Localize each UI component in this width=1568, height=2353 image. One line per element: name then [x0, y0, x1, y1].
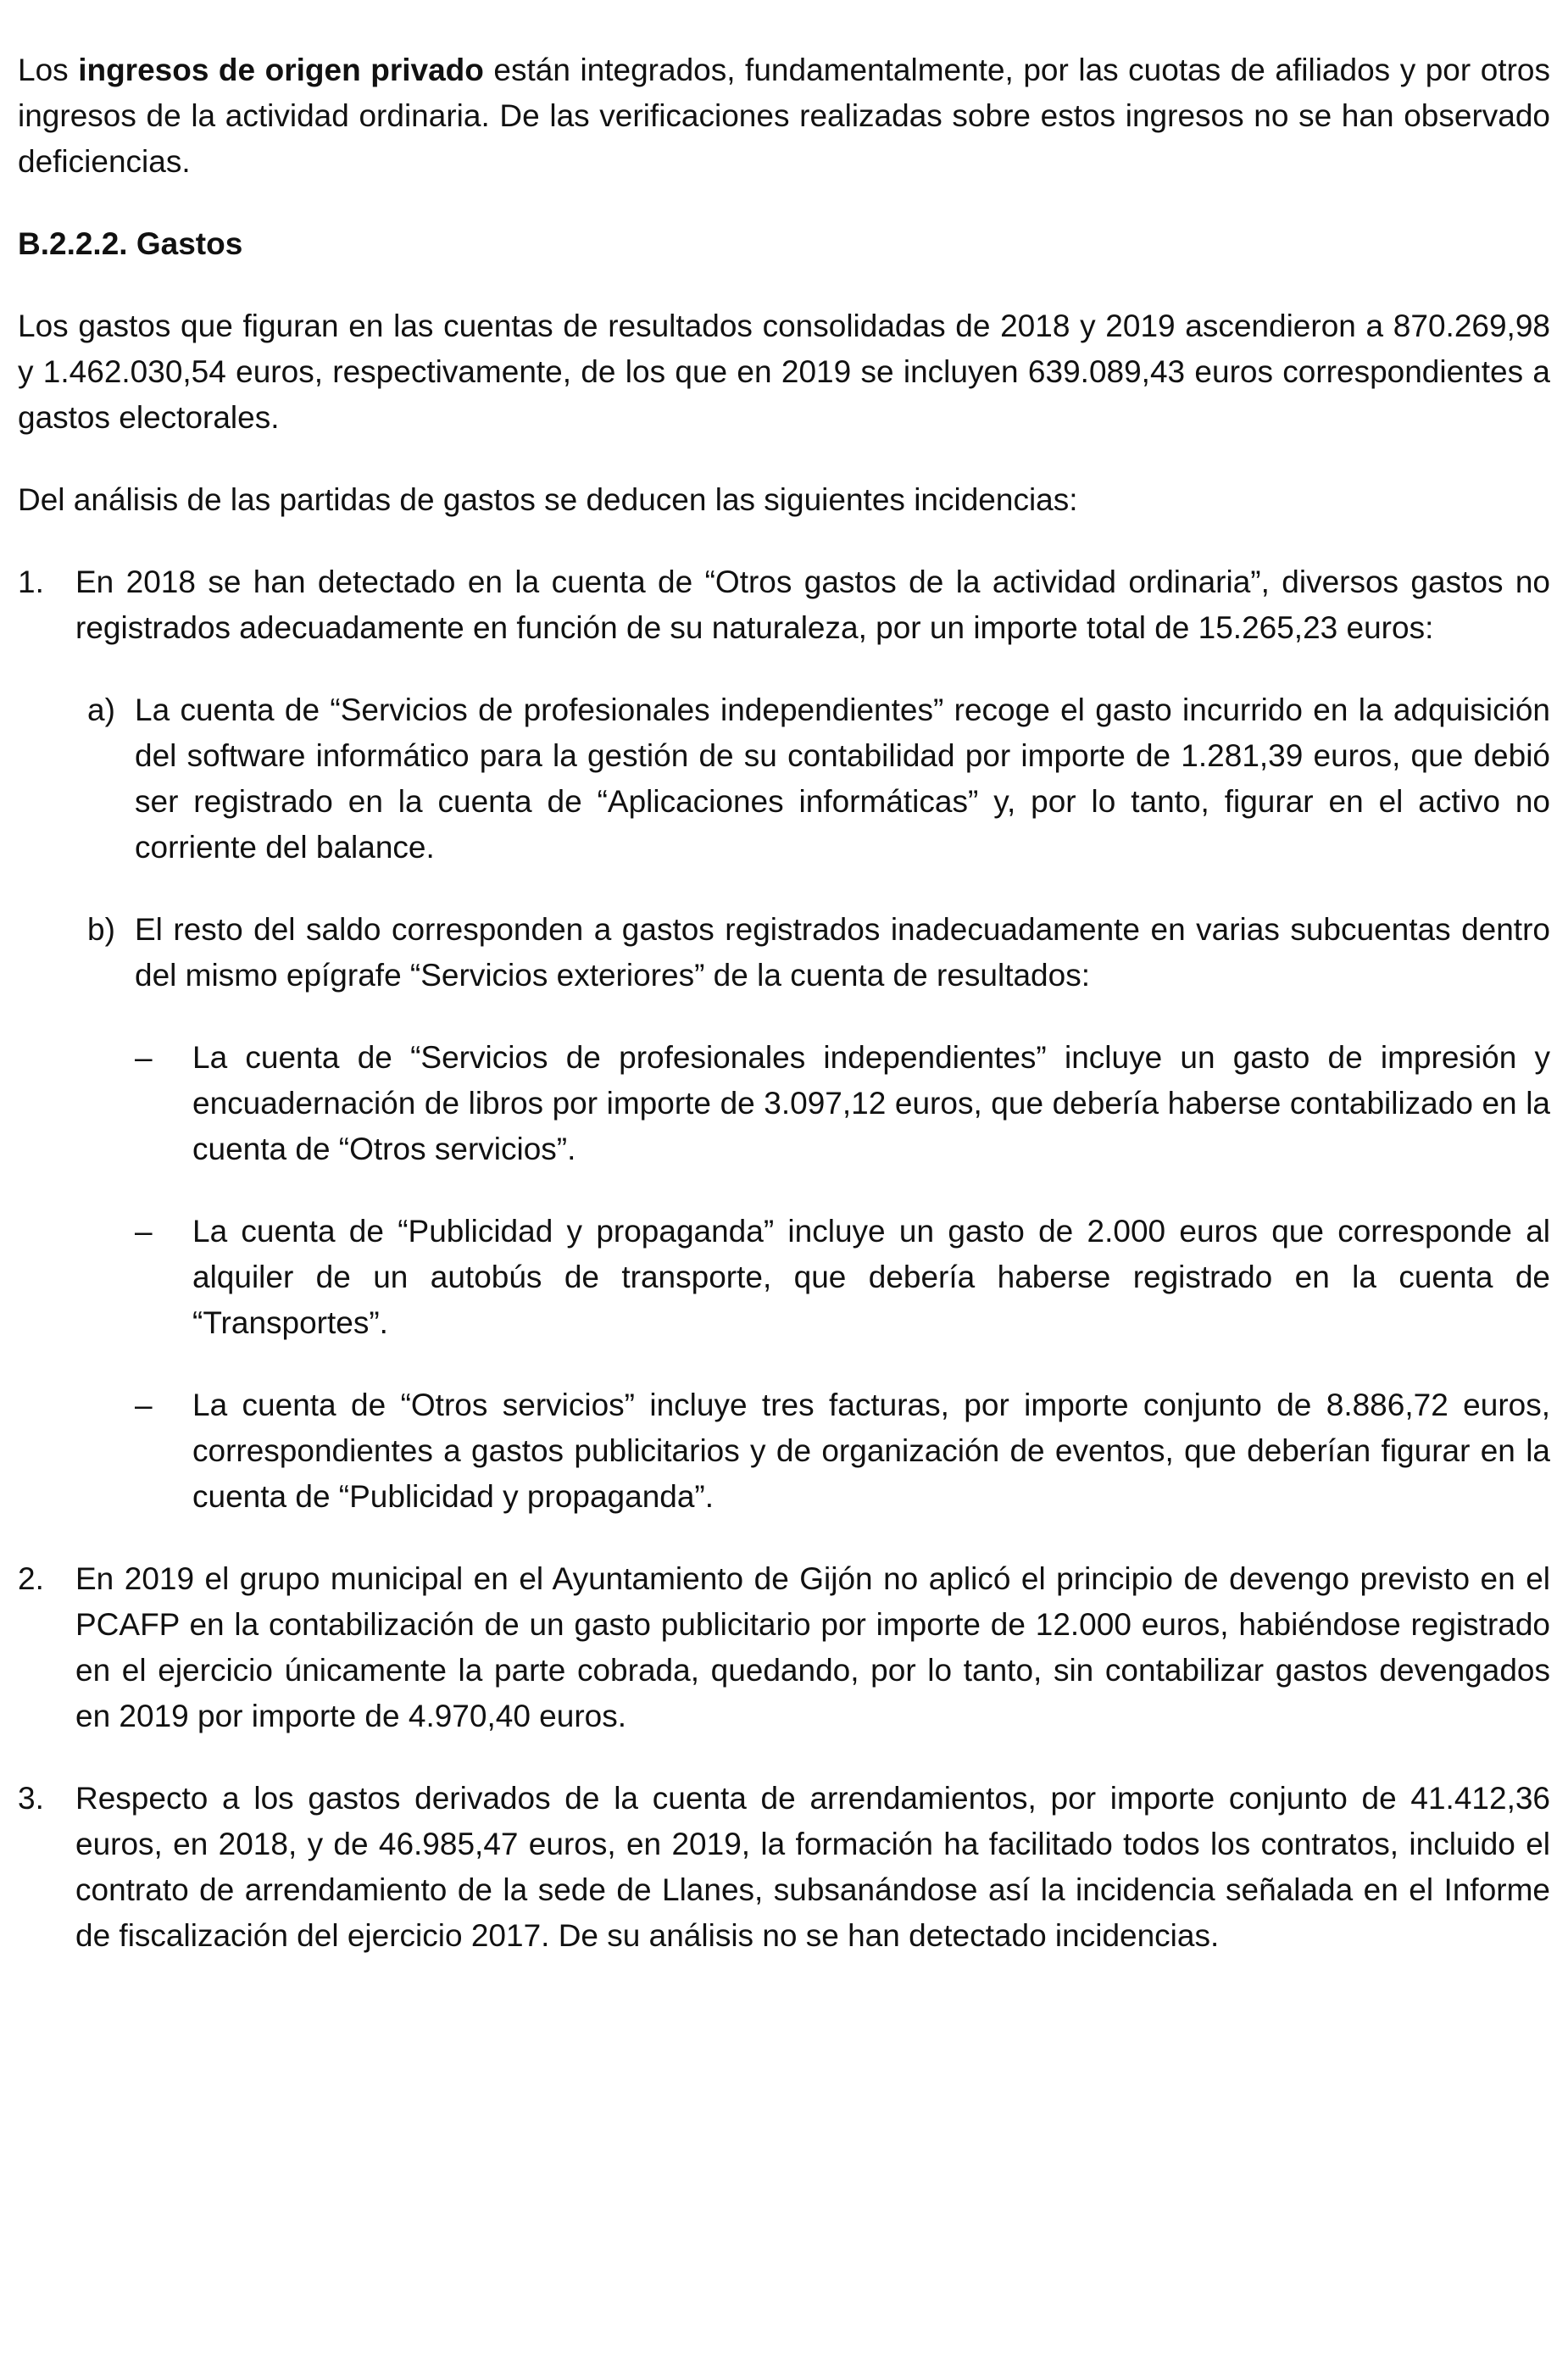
sub-item-a — [18, 687, 1550, 871]
section-heading: B.2.2.2. Gastos — [18, 226, 243, 261]
intro-suffix: están integrados, fundamentalmente, por las cuotas de afiliados y por otros ingresos de la actividad ordinaria. De las verificaciones realizadas sobre estos ingresos no se han observado deficiencias. — [18, 53, 1550, 179]
intro-bold-term: ingresos de origen privado — [78, 53, 484, 87]
dash-item-1 — [135, 1035, 1550, 1172]
list-marker: 3. — [18, 1781, 44, 1816]
sub-list — [75, 687, 1550, 1520]
list-item-1 — [18, 559, 1550, 1520]
sub-marker: a) — [87, 693, 115, 727]
dash-item-2 — [135, 1209, 1550, 1346]
list-item-text: En 2018 se han detectado en la cuenta de “Otros gastos de la actividad ordinaria”, diversos gastos no registrados adecuadamente en función de su naturaleza, por un importe total de 15.265,23 euros: — [75, 565, 1550, 645]
sub-marker: b) — [87, 912, 115, 947]
intro-prefix: Los — [18, 53, 79, 87]
totals-paragraph: Los gastos que figuran en las cuentas de resultados consolidadas de 2018 y 2019 ascendieron a 870.269,98 y 1.462.030,54 euros, respectivamente, de los que en 2019 se incluyen 639.089,43 euros correspondientes a gastos electorales. — [18, 309, 1550, 435]
list-marker: 1. — [18, 565, 44, 599]
dash-item-text: La cuenta de “Publicidad y propaganda” incluye un gasto de 2.000 euros que corresponde al alquiler de un autobús de transporte, que debería haberse registrado en la cuenta de “Transportes”. — [192, 1214, 1550, 1340]
dash-marker: – — [135, 1214, 153, 1249]
sub-item-text: El resto del saldo corresponden a gastos registrados inadecuadamente en varias subcuentas dentro del mismo epígrafe “Servicios exteriores” de la cuenta de resultados: — [135, 912, 1550, 993]
document-content — [18, 47, 1550, 1995]
intro-paragraph — [18, 47, 1550, 185]
list-item-text: Respecto a los gastos derivados de la cuenta de arrendamientos, por importe conjunto de 41.412,36 euros, en 2018, y de 46.985,47 euros, en 2019, la formación ha facilitado todos los contratos, incluido el contrato de arrendamiento de la sede de Llanes, subsanándose así la incidencia señalada en el Informe de fiscalización del ejercicio 2017. De su análisis no se han detectado incidencias. — [75, 1781, 1550, 1953]
list-item-2 — [18, 1556, 1550, 1739]
dash-item-3 — [135, 1382, 1550, 1520]
lead-paragraph: Del análisis de las partidas de gastos se deducen las siguientes incidencias: — [18, 482, 1078, 517]
dash-item-text: La cuenta de “Servicios de profesionales independientes” incluye un gasto de impresión y encuadernación de libros por importe de 3.097,12 euros, que debería haberse contabilizado en la cuenta de “Otros servicios”. — [192, 1040, 1550, 1166]
list-marker: 2. — [18, 1561, 44, 1596]
sub-item-text: La cuenta de “Servicios de profesionales independientes” recoge el gasto incurrido en la adquisición del software informático para la gestión de su contabilidad por importe de 1.281,39 euros, que debió ser registrado en la cuenta de “Aplicaciones informáticas” y, por lo tanto, figurar en el activo no corriente del balance. — [135, 693, 1550, 865]
dash-item-text: La cuenta de “Otros servicios” incluye tres facturas, por importe conjunto de 8.886,72 euros, correspondientes a gastos publicitarios y de organización de eventos, que deberían figurar en la cuenta de “Publicidad y propaganda”. — [192, 1388, 1550, 1514]
list-item-text: En 2019 el grupo municipal en el Ayuntamiento de Gijón no aplicó el principio de devengo previsto en el PCAFP en la contabilización de un gasto publicitario por importe de 12.000 euros, habiéndose registrado en el ejercicio únicamente la parte cobrada, quedando, por lo tanto, sin contabilizar gastos devengados en 2019 por importe de 4.970,40 euros. — [75, 1561, 1550, 1733]
list-item-3 — [18, 1776, 1550, 1959]
dash-marker: – — [135, 1388, 153, 1422]
sub-item-b — [18, 907, 1550, 1520]
dash-marker: – — [135, 1040, 153, 1075]
dash-list — [135, 1035, 1550, 1520]
